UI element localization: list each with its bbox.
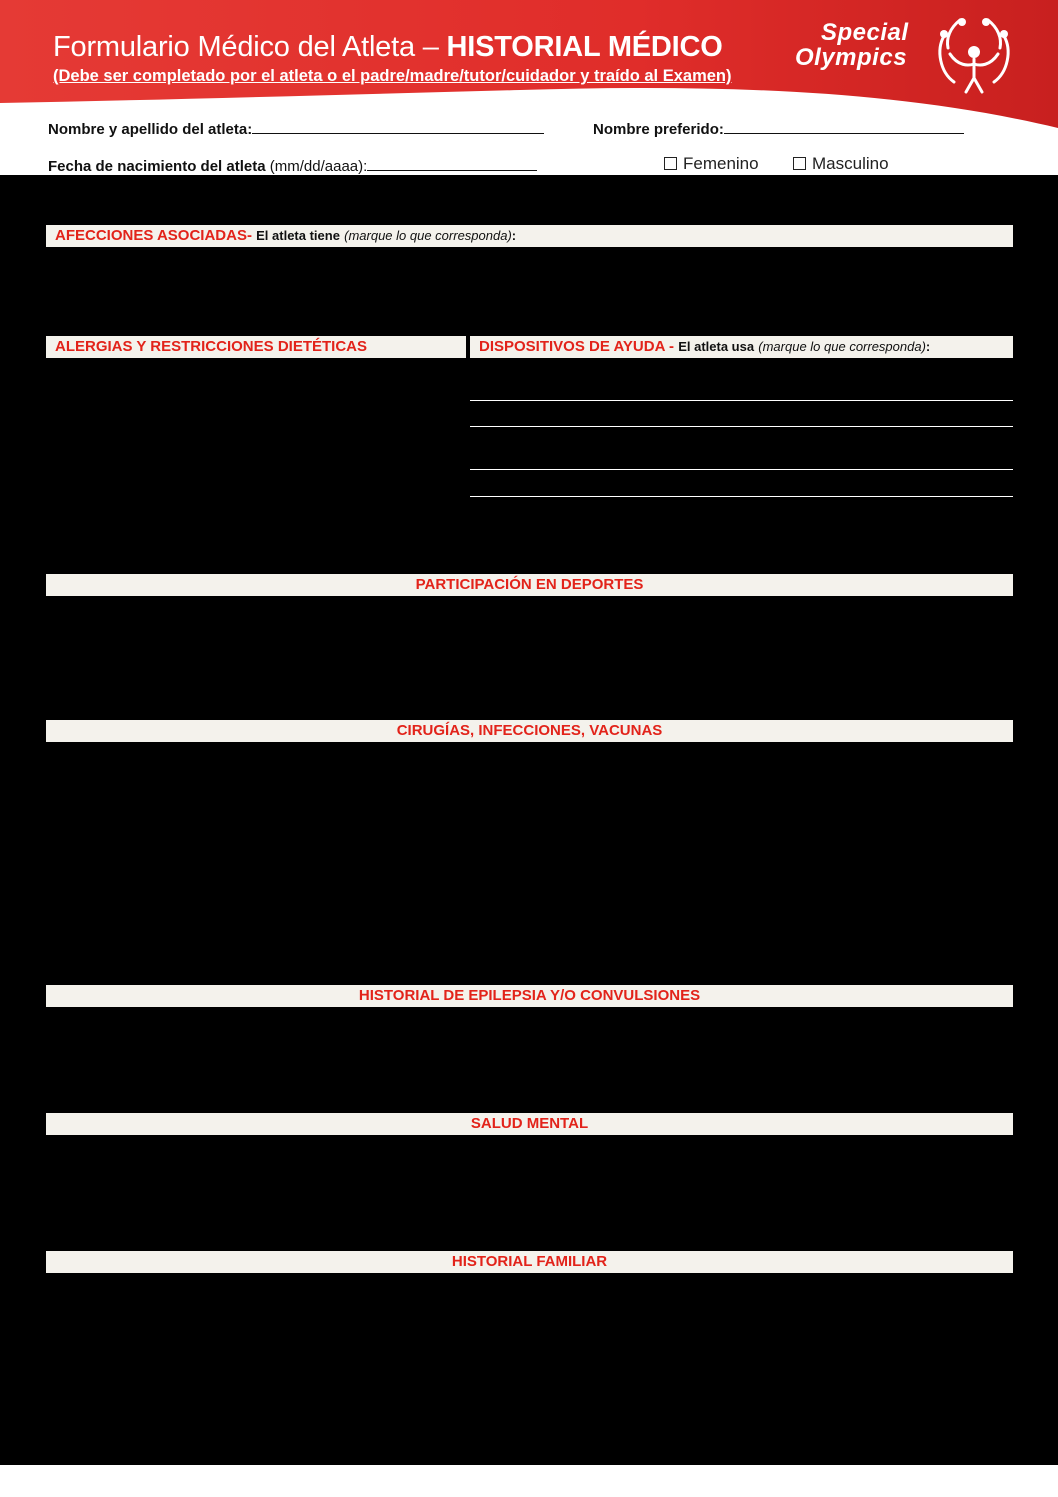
female-checkbox[interactable] [664,157,677,170]
surgeries-title: CIRUGÍAS, INFECCIONES, VACUNAS [396,722,663,739]
male-option[interactable] [793,154,889,174]
devices-write-line[interactable] [470,496,1013,497]
athlete-name-field[interactable] [48,119,544,138]
form-subtitle: (Debe ser completado por el atleta o el padre/madre/tutor/cuidador y traído al Examen) [53,67,732,85]
devices-lead: El atleta usa [678,339,755,354]
athlete-name-line[interactable] [252,119,544,134]
section-allergies [46,336,466,358]
sports-title: PARTICIPACIÓN EN DEPORTES [415,576,644,593]
special-olympics-figure-icon [930,14,1018,98]
athlete-name-label: Nombre y apellido del atleta: [48,121,253,138]
preferred-name-line[interactable] [724,119,964,134]
section-family-history [46,1251,1013,1273]
logo-word-special: Special [821,19,909,46]
section-mental-health [46,1113,1013,1135]
family-history-title: HISTORIAL FAMILIAR [451,1253,608,1270]
dob-field[interactable] [48,156,537,175]
male-label: Masculino [812,154,889,173]
female-option[interactable] [664,154,759,174]
dob-label: Fecha de nacimiento del atleta [48,158,266,175]
form-title-bold: HISTORIAL MÉDICO [446,31,723,63]
mental-health-title: SALUD MENTAL [470,1115,589,1132]
devices-write-line[interactable] [470,469,1013,470]
special-olympics-logo [795,20,909,70]
section-devices [470,336,1013,358]
form-title [53,31,723,64]
devices-colon: : [925,339,931,354]
section-conditions [46,225,1013,247]
dob-format: (mm/dd/aaaa): [269,158,368,175]
section-surgeries [46,720,1013,742]
devices-title: DISPOSITIVOS DE AYUDA - [479,338,675,355]
epilepsy-title: HISTORIAL DE EPILEPSIA Y/O CONVULSIONES [358,987,701,1004]
form-title-regular: Formulario Médico del Atleta – [53,31,439,63]
dob-line[interactable] [367,156,537,171]
preferred-name-field[interactable] [593,119,964,138]
conditions-hint: (marque lo que corresponda) [344,228,512,243]
logo-word-olympics: Olympics [795,44,908,71]
section-sports [46,574,1013,596]
conditions-colon: : [511,228,517,243]
male-checkbox[interactable] [793,157,806,170]
preferred-name-label: Nombre preferido: [593,121,724,138]
devices-hint: (marque lo que corresponda) [758,339,926,354]
allergies-title: ALERGIAS Y RESTRICCIONES DIETÉTICAS [55,338,367,355]
section-epilepsy [46,985,1013,1007]
conditions-lead: El atleta tiene [256,228,340,243]
devices-write-line[interactable] [470,426,1013,427]
female-label: Femenino [683,154,759,173]
devices-write-line[interactable] [470,400,1013,401]
conditions-title: AFECCIONES ASOCIADAS- [55,227,252,244]
